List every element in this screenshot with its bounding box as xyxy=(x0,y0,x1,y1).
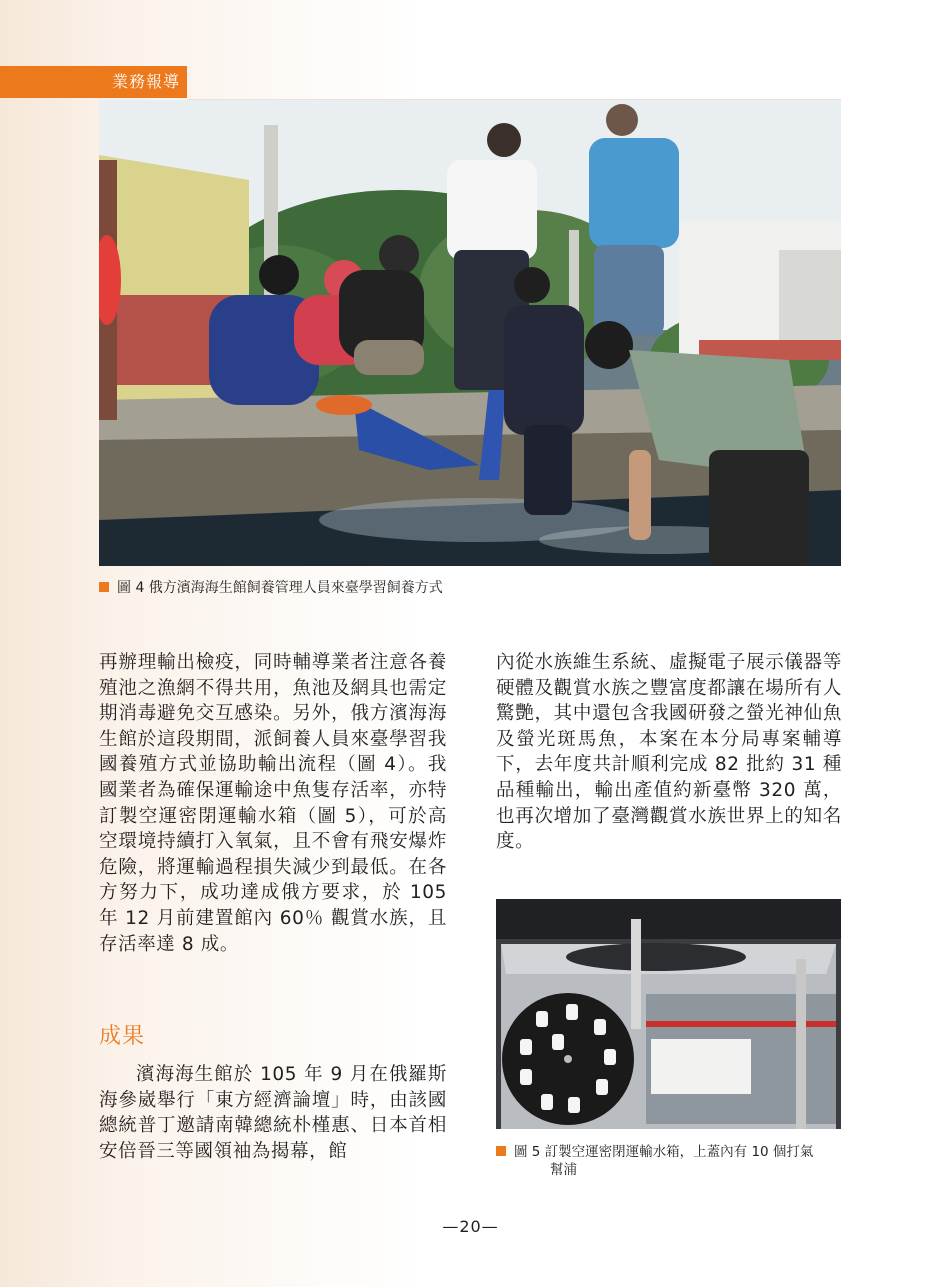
figure-4-caption-text: 圖 4 俄方濱海海生館飼養管理人員來臺學習飼養方式 xyxy=(117,580,443,596)
right-paragraph-1: 內從水族維生系統、虛擬電子展示儀器等硬體及觀賞水族之豐富度都讓在場所有人驚艷，其中還包含我國研發之螢光神仙魚及螢光斑馬魚，本案在本分局專案輔導下，去年度共計順利完成 82 批約 31 種品種輸出，輸出產值約新臺幣 320 萬，也再次增加了臺灣觀賞水族世界上的知名度。 xyxy=(496,652,842,853)
figure-5-caption xyxy=(496,1143,842,1179)
left-column-text-2 xyxy=(99,1062,447,1164)
left-column-text xyxy=(99,650,447,957)
section-title: 業務報導 xyxy=(112,72,181,91)
page-number: —20— xyxy=(442,1217,499,1236)
figure-4-caption xyxy=(99,579,799,597)
figure-5-caption-line1: 圖 5 訂製空運密閉運輸水箱，上蓋內有 10 個打氣 xyxy=(514,1144,814,1160)
figure-4-photo xyxy=(99,100,841,566)
left-paragraph-2: 濱海海生館於 105 年 9 月在俄羅斯海參崴舉行「東方經濟論壇」時，由該國總統普丁邀請南韓總統朴槿惠、日本首相安倍晉三等國領袖為揭幕，館 xyxy=(99,1064,447,1162)
left-paragraph-1: 再辦理輸出檢疫，同時輔導業者注意各養殖池之漁網不得共用，魚池及網具也需定期消毒避免交互感染。另外，俄方濱海海生館於這段期間，派飼養人員來臺學習我國養殖方式並協助輸出流程（圖 4）。我國業者為確保運輸途中魚隻存活率，亦特訂製空運密閉運輸水箱（圖 5），可於高空環境持續打入氧氣，且不會有飛安爆炸危險，將運輸過程損失減少到最低。在各方努力下，成功達成俄方要求，於 105 年 12 月前建置館內 60％ 觀賞水族，且存活率達 8 成。 xyxy=(99,652,447,955)
figure-5-photo xyxy=(496,899,841,1129)
section-tab xyxy=(0,66,187,98)
caption-marker xyxy=(496,1146,506,1156)
figure-5-caption-line2: 幫浦 xyxy=(550,1162,577,1178)
right-column-text xyxy=(496,650,842,855)
results-heading: 成果 xyxy=(99,1024,146,1049)
caption-marker xyxy=(99,582,109,592)
